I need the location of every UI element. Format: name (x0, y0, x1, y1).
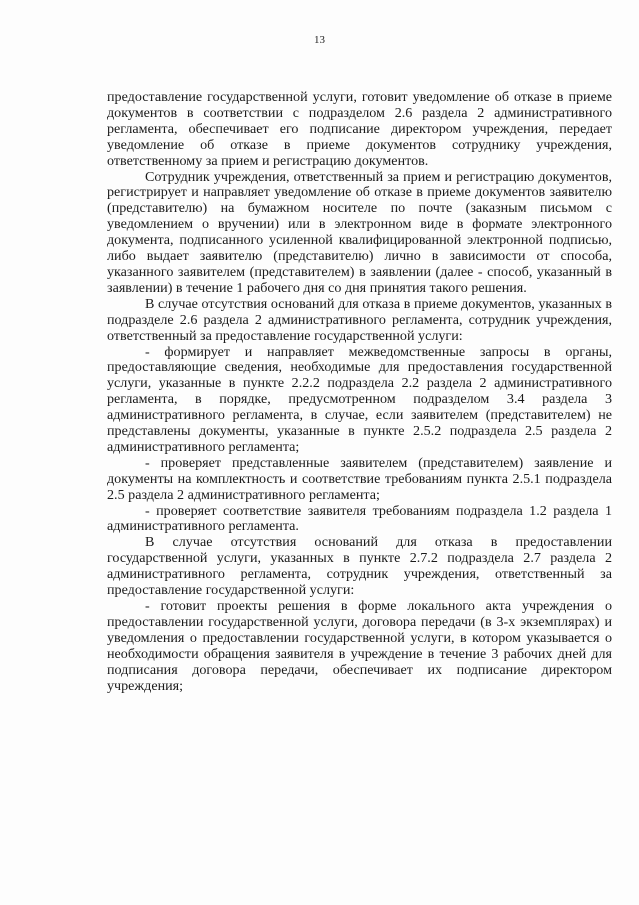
list-item: - проверяет соответствие заявителя требованиям подраздела 1.2 раздела 1 административного регламента. (107, 502, 612, 535)
document-body (107, 90, 612, 694)
paragraph: В случае отсутствия оснований для отказа в приеме документов, указанных в подразделе 2.6 раздела 2 административного регламента, сотрудник учреждения, ответственный за предоставление государственной услуги: (107, 295, 612, 344)
list-item: - готовит проекты решения в форме локального акта учреждения о предоставлении государственной услуги, договора передачи (в 3-х экземплярах) и уведомления о предоставлении государственной услуги, в котором указывается о необходимости обращения заявителя в учреждение в течение 3 рабочих дней для подписания договора передачи, обеспечивает их подписание директором учреждения; (107, 598, 612, 694)
list-item: - формирует и направляет межведомственные запросы в органы, предоставляющие сведения, необходимые для предоставления государственной услуги, указанные в пункте 2.2.2 подраздела 2.2 раздела 2 административного регламента, в порядке, предусмотренном подразделом 3.4 раздела 3 административного регламента, в случае, если заявителем (представителем) не представлены документы, указанные в пункте 2.5.2 подраздела 2.5 раздела 2 административного регламента; (107, 343, 612, 455)
page-number: 13 (314, 34, 325, 46)
paragraph: Сотрудник учреждения, ответственный за прием и регистрацию документов, регистрирует и направляет уведомление об отказе в приеме документов заявителю (представителю) на бумажном носителе по почте (заказным письмом с уведомлением о вручении) или в электронном виде в формате электронного документа, подписанного усиленной квалифицированной электронной подписью, либо выдает заявителю (представителю) лично в зависимости от способа, указанного заявителем (представителем) в заявлении (далее - способ, указанный в заявлении) в течение 1 рабочего дня со дня принятия такого решения. (107, 168, 612, 296)
list-item: - проверяет представленные заявителем (представителем) заявление и документы на комплектность и соответствие требованиям пункта 2.5.1 подраздела 2.5 раздела 2 административного регламента; (107, 454, 612, 503)
paragraph: В случае отсутствия оснований для отказа в предоставлении государственной услуги, указанных в пункте 2.7.2 подраздела 2.7 раздела 2 административного регламента, сотрудник учреждения, ответственный за предоставление государственной услуги: (107, 534, 612, 599)
paragraph: предоставление государственной услуги, готовит уведомление об отказе в приеме документов в соответствии с подразделом 2.6 раздела 2 административного регламента, обеспечивает его подписание директором учреждения, передает уведомление об отказе в приеме документов сотруднику учреждения, ответственному за прием и регистрацию документов. (107, 89, 612, 169)
